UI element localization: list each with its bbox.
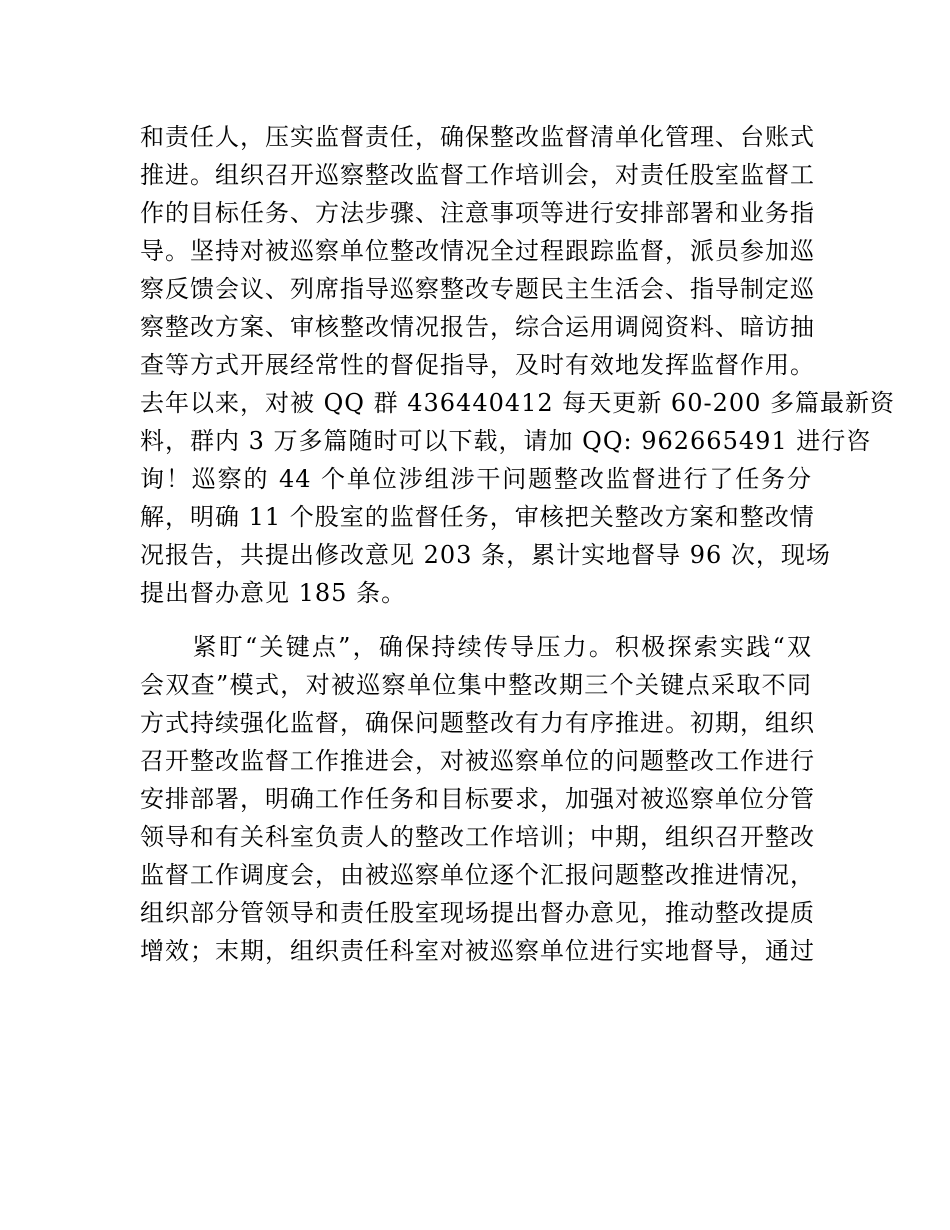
text-line: 方式持续强化监督，确保问题整改有力有序推进。初期，组织 [140,709,815,737]
text-line: 查等方式开展经常性的督促指导，及时有效地发挥监督作用。 [140,351,815,379]
text-line: 察整改方案、审核整改情况报告，综合运用调阅资料、暗访抽 [140,313,815,341]
text-line: 组织部分管领导和责任股室现场提出督办意见，推动整改提质 [140,899,815,927]
text-line: 监督工作调度会，由被巡察单位逐个汇报问题整改推进情况， [140,861,815,889]
paragraph-spacer [140,612,812,628]
paragraph-2 [140,628,815,970]
text-line: 增效；末期，组织责任科室对被巡察单位进行实地督导，通过 [140,937,815,965]
text-line: 料，群内 3 万多篇随时可以下载，请加 QQ: 962665491 进行咨 [140,427,872,455]
paragraph-1 [140,118,896,612]
text-line: 紧盯“关键点”，确保持续传导压力。积极探索实践“双 [140,633,812,661]
text-line: 推进。组织召开巡察整改监督工作培训会，对责任股室监督工 [140,161,815,189]
text-line: 去年以来，对被 QQ 群 436440412 每天更新 60-200 多篇最新资 [140,389,896,417]
document-body [140,118,896,970]
text-line: 导。坚持对被巡察单位整改情况全过程跟踪监督，派员参加巡 [140,237,815,265]
text-line: 询！巡察的 44 个单位涉组涉干问题整改监督进行了任务分 [140,465,812,493]
text-line: 作的目标任务、方法步骤、注意事项等进行安排部署和业务指 [140,199,815,227]
text-line: 提出督办意见 185 条。 [140,579,407,607]
text-line: 会双查”模式，对被巡察单位集中整改期三个关键点采取不同 [140,671,812,699]
text-line: 领导和有关科室负责人的整改工作培训；中期，组织召开整改 [140,823,815,851]
text-line: 况报告，共提出修改意见 203 条，累计实地督导 96 次，现场 [140,541,831,569]
text-line: 召开整改监督工作推进会，对被巡察单位的问题整改工作进行 [140,747,815,775]
text-line: 解，明确 11 个股室的监督任务，审核把关整改方案和整改情 [140,503,815,531]
text-line: 安排部署，明确工作任务和目标要求，加强对被巡察单位分管 [140,785,815,813]
text-line: 和责任人，压实监督责任，确保整改监督清单化管理、台账式 [140,123,815,151]
text-line: 察反馈会议、列席指导巡察整改专题民主生活会、指导制定巡 [140,275,815,303]
